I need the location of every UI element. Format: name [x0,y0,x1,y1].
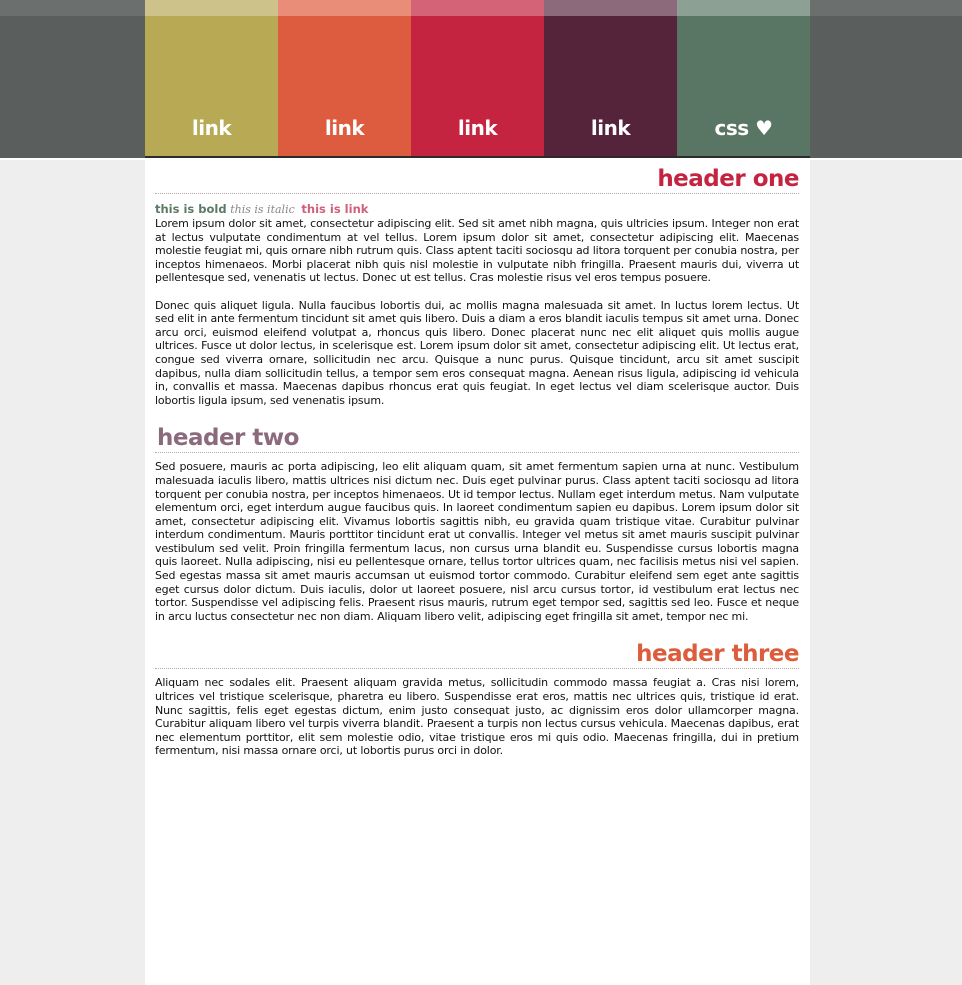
main-navigation [145,0,810,158]
content-column [155,160,799,758]
nav-item-label: link [457,116,498,140]
nav-item-label: css ♥ [714,116,773,140]
bold-text: this is bold [155,202,227,216]
header-three: header three [155,641,799,669]
paragraph-1: Lorem ipsum dolor sit amet, consectetur adipiscing elit. Sed sit amet nibh magna, quis ultricies ipsum. Integer non erat at lectus vulputate condimentum at vel tellus. Lorem ipsum dolor sit amet, consectetur adipiscing elit. Maecenas molestie feugiat mi, quis ornare nibh rutrum quis. Class aptent taciti sociosqu ad litora torquent per conubia nostra, per inceptos himenaeos. Morbi placerat nibh quis nisl molestie in vulputate nibh fringilla. Praesent mauris dui, viverra ut pellentesque sed, venenatis ut lectus. Donec ut est tellus. Cras molestie risus vel eros tempus posuere. [155,217,799,285]
content-area [145,160,810,985]
nav-item-label: link [191,116,232,140]
nav-item-label: link [324,116,365,140]
nav-item-cap [411,0,544,16]
nav-item-css[interactable] [677,0,810,156]
header-two: header two [155,425,799,453]
nav-item-link-2[interactable] [278,0,411,156]
inline-link[interactable]: this is link [301,202,369,216]
nav-item-cap [677,0,810,16]
paragraph-4: Aliquam nec sodales elit. Praesent aliquam gravida metus, sollicitudin commodo massa feugiat a. Cras nisi lorem, ultrices vel tristique scelerisque, pharetra eu libero. Suspendisse erat eros, mattis nec ultrices quis, tristique id erat. Nunc sagittis, felis eget egestas dictum, enim justo consequat justo, ac dignissim eros dolor ullamcorper magna. Curabitur aliquam libero vel turpis viverra blandit. Praesent a turpis non lectus cursus vehicula. Maecenas dapibus, erat nec elementum porttitor, elit sem molestie odio, vitae tristique eros mi quis odio. Maecenas fringilla, dui in pretium fermentum, nisi massa ornare orci, ut lobortis purus orci in dolor. [155,676,799,758]
paragraph-3: Sed posuere, mauris ac porta adipiscing, leo elit aliquam quam, sit amet fermentum sapien urna at nunc. Vestibulum malesuada iaculis libero, mattis ultrices nisi dictum nec. Duis eget pulvinar purus. Class aptent taciti sociosqu ad litora torquent per conubia nostra, per inceptos himenaeos. Ut id tempor lectus. Nullam eget interdum metus. Nam vulputate elementum orci, eget interdum augue faucibus quis. In laoreet condimentum sapien eu dapibus. Lorem ipsum dolor sit amet, consectetur adipiscing elit. Vivamus lobortis sagittis nibh, eu gravida quam tristique vitae. Curabitur pulvinar interdum condimentum. Mauris porttitor tincidunt erat ut convallis. Integer vel metus sit amet mauris suscipit pulvinar vestibulum sed velit. Proin fringilla fermentum lacus, non cursus urna blandit eu. Suspendisse cursus lobortis magna quis laoreet. Nulla adipiscing, nisi eu pellentesque ornare, tellus tortor ultrices quam, nec facilisis metus nisi vel sapien. Sed egestas massa sit amet mauris accumsan ut euismod tortor commodo. Curabitur eleifend sem eget ante sagittis eget cursus dolor dictum. Duis iaculis, dolor ut laoreet posuere, nisl arcu cursus tortor, id vestibulum erat lectus nec tortor. Suspendisse vel adipiscing felis. Praesent risus mauris, rutrum eget tempor sed, sagittis sed leo. Fusce et neque in arcu luctus consectetur nec non diam. Aliquam libero velit, adipiscing eget fringilla sit amet, tempor nec mi. [155,460,800,623]
nav-item-link-1[interactable] [145,0,278,156]
paragraph-2: Donec quis aliquet ligula. Nulla faucibus lobortis dui, ac mollis magna malesuada sit amet. In luctus lorem lectus. Ut sed elit in ante fermentum tincidunt sit amet quis libero. Duis a diam a eros blandit iaculis tempus sit amet urna. Donec arcu orci, euismod eleifend volutpat a, rhoncus quis libero. Donec placerat nunc nec elit aliquet quis mollis augue ultrices. Fusce ut dolor lectus, in scelerisque est. Lorem ipsum dolor sit amet, consectetur adipiscing elit. Ut lectus erat, congue sed viverra ornare, sollicitudin nec arcu. Quisque a nunc purus. Quisque tincidunt, arcu sit amet suscipit dapibus, nulla diam sollicitudin tellus, a tempor sem eros consequat magna. Aenean risus ligula, adipiscing id vehicula in, convallis et massa. Maecenas dapibus rhoncus erat quis feugiat. In eget lectus vel diam scelerisque auctor. Duis lobortis ligula ipsum, sed venenatis ipsum. [155,298,799,407]
nav-item-label: link [590,116,631,140]
nav-item-cap [278,0,411,16]
nav-item-cap [145,0,278,16]
nav-item-cap [544,0,677,16]
inline-formatting-row [155,202,799,217]
nav-item-link-4[interactable] [544,0,677,156]
header-one: header one [155,160,799,194]
italic-text: this is italic [230,203,295,216]
nav-item-link-3[interactable] [411,0,544,156]
